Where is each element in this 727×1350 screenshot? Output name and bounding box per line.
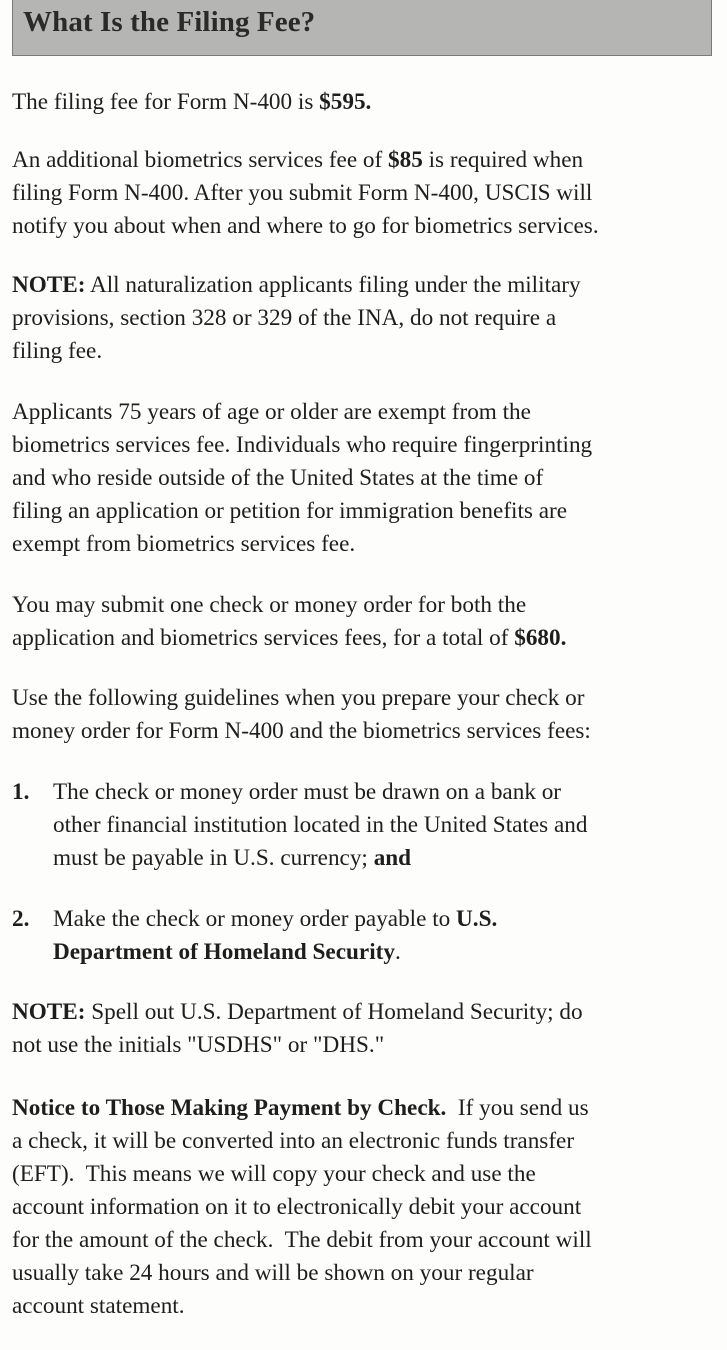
text-line: You may submit one check or money order for both the — [12, 592, 527, 618]
text-line: exempt from biometrics services fee. — [12, 531, 356, 557]
text-line: NOTE: Spell out U.S. Department of Homeland Security; do — [12, 999, 583, 1025]
section-header — [12, 0, 712, 56]
text-line: for the amount of the check. The debit from your account will — [12, 1227, 592, 1253]
list-item-text — [53, 776, 587, 875]
text-line: An additional biometrics services fee of $85 is required when — [12, 147, 584, 173]
text-line: Department of Homeland Security. — [53, 939, 401, 965]
text-line: account statement. — [12, 1293, 185, 1319]
section-title: What Is the Filing Fee? — [23, 6, 316, 38]
text-line: The check or money order must be drawn on a bank or — [53, 779, 562, 805]
filing-fee-amount: $595. — [319, 89, 372, 115]
total-fee-paragraph — [12, 589, 718, 655]
military-note-paragraph — [12, 269, 718, 368]
text-line: notify you about when and where to go for biometrics services. — [12, 213, 599, 239]
filing-fee-paragraph — [12, 86, 718, 119]
text-line: usually take 24 hours and will be shown on your regular — [12, 1260, 534, 1286]
note-label: NOTE: — [12, 272, 86, 298]
text-line: a check, it will be converted into an electronic funds transfer — [12, 1128, 575, 1154]
exemption-paragraph — [12, 396, 718, 561]
text-line: must be payable in U.S. currency; and — [53, 845, 412, 871]
text-line: Use the following guidelines when you prepare your check or — [12, 685, 585, 711]
total-fee-amount: $680. — [514, 625, 567, 651]
list-number: 1. — [12, 779, 30, 805]
dhs-note-paragraph — [12, 996, 718, 1062]
text-line: money order for Form N-400 and the biometrics services fees: — [12, 718, 591, 744]
text-line: other financial institution located in the United States and — [53, 812, 588, 838]
text-line: biometrics services fee. Individuals who require fingerprinting — [12, 432, 593, 458]
text-line: account information on it to electronically debit your account — [12, 1194, 582, 1220]
biometrics-fee-paragraph — [12, 144, 718, 243]
guidelines-intro-paragraph — [12, 682, 718, 748]
biometrics-fee-amount: $85 — [388, 147, 423, 173]
text-line: and who reside outside of the United States at the time of — [12, 465, 544, 491]
text-line: filing an application or petition for immigration benefits are — [12, 498, 568, 524]
list-number: 2. — [12, 906, 30, 932]
text-line: NOTE: All naturalization applicants filing under the military — [12, 272, 581, 298]
text-line: Applicants 75 years of age or older are exempt from the — [12, 399, 531, 425]
text-line: not use the initials "USDHS" or "DHS." — [12, 1032, 385, 1058]
note-label: NOTE: — [12, 999, 86, 1025]
text-line: The filing fee for Form N-400 is $595. — [12, 89, 372, 115]
notice-label: Notice to Those Making Payment by Check. — [12, 1095, 447, 1121]
text-line: filing Form N-400. After you submit Form N-400, USCIS will — [12, 180, 593, 206]
text-line: (EFT). This means we will copy your check and use the — [12, 1161, 536, 1187]
text-line: application and biometrics services fees, for a total of $680. — [12, 625, 567, 651]
text-line: Notice to Those Making Payment by Check. If you send us — [12, 1095, 589, 1121]
list-item-text — [53, 903, 497, 969]
text-line: provisions, section 328 or 329 of the INA, do not require a — [12, 305, 557, 331]
text-line: filing fee. — [12, 338, 103, 364]
check-payment-notice — [12, 1092, 718, 1323]
text-line: Make the check or money order payable to U.S. — [53, 906, 498, 932]
